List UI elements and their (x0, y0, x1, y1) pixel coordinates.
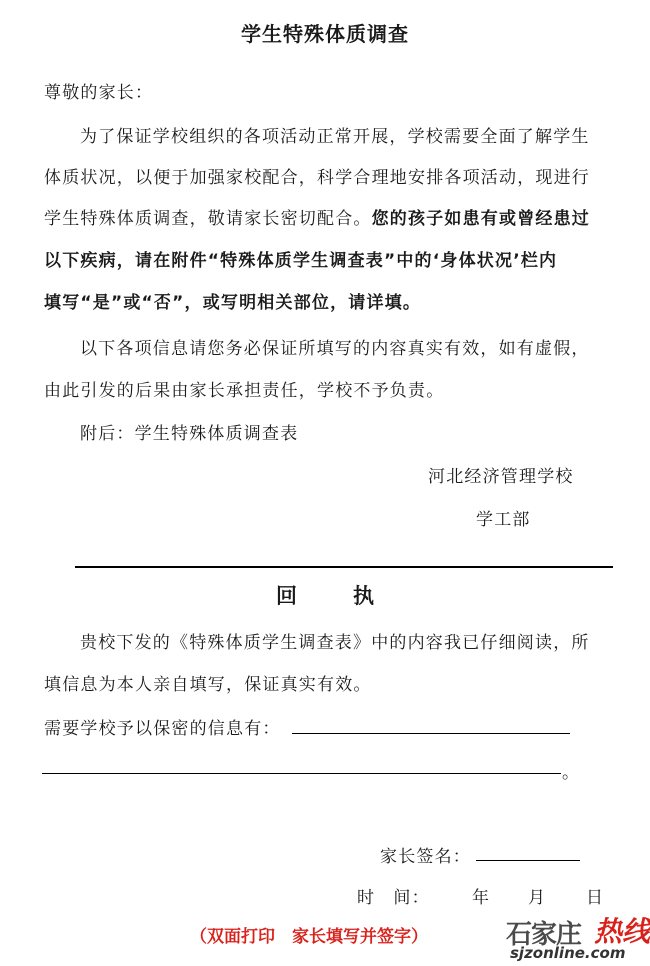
paragraph2-line2: 由此引发的后果由家长承担责任，学校不予负责。 (44, 381, 445, 401)
signature-dept: 学工部 (476, 510, 531, 530)
watermark-brand-accent: 热线 (594, 915, 650, 948)
paragraph1-line3 (44, 204, 590, 229)
print-note: （双面打印 家长填写并签字） (190, 927, 428, 947)
paragraph2-line1: 以下各项信息请您务必保证所填写的内容真实有效，如有虚假， (80, 339, 590, 359)
receipt-line2: 填信息为本人亲自填写，保证真实有效。 (44, 675, 372, 695)
confidential-end-mark: 。 (562, 763, 581, 783)
section-divider (75, 566, 613, 568)
confidential-field-line2[interactable] (42, 773, 561, 774)
parent-sign-label: 家长签名： (380, 847, 471, 867)
confidential-field-line1[interactable] (292, 733, 570, 734)
paragraph1-line1: 为了保证学校组织的各项活动正常开展，学校需要全面了解学生 (80, 127, 590, 147)
receipt-line1: 贵校下发的《特殊体质学生调查表》中的内容我已仔细阅读，所 (80, 633, 590, 653)
receipt-title (0, 580, 650, 610)
document-title: 学生特殊体质调查 (241, 22, 409, 46)
attachment-note: 附后：学生特殊体质调查表 (80, 424, 299, 444)
paragraph1-line5-bold: 填写“是”或“否”，或写明相关部位，请详填。 (44, 293, 422, 313)
paragraph1-line4-bold: 以下疾病，请在附件“特殊体质学生调查表”中的‘身体状况’栏内 (44, 251, 558, 271)
receipt-title-char1: 回 (276, 584, 297, 608)
receipt-title-char2: 执 (353, 584, 374, 608)
paragraph1-line3-normal: 学生特殊体质调查，敬请家长密切配合。 (44, 209, 372, 229)
parent-sign-field[interactable] (476, 860, 580, 861)
paragraph1-line2: 体质状况，以便于加强家校配合，科学合理地安排各项活动，现进行 (44, 168, 590, 188)
time-label: 时 间： (357, 888, 430, 908)
paragraph1-line3-bold: 您的孩子如患有或曾经患过 (371, 209, 591, 229)
paragraph1-line5 (44, 288, 421, 313)
watermark-brand-main: 石家庄 (506, 920, 582, 950)
watermark-url: sjzonline.com (510, 944, 626, 962)
confidential-label: 需要学校予以保密的信息有： (44, 719, 281, 739)
time-year: 年 (472, 888, 491, 908)
signature-school: 河北经济管理学校 (428, 467, 574, 487)
time-month: 月 (528, 888, 547, 908)
time-day: 日 (586, 888, 605, 908)
paragraph1-line4 (44, 246, 557, 271)
salutation: 尊敬的家长： (44, 83, 154, 103)
